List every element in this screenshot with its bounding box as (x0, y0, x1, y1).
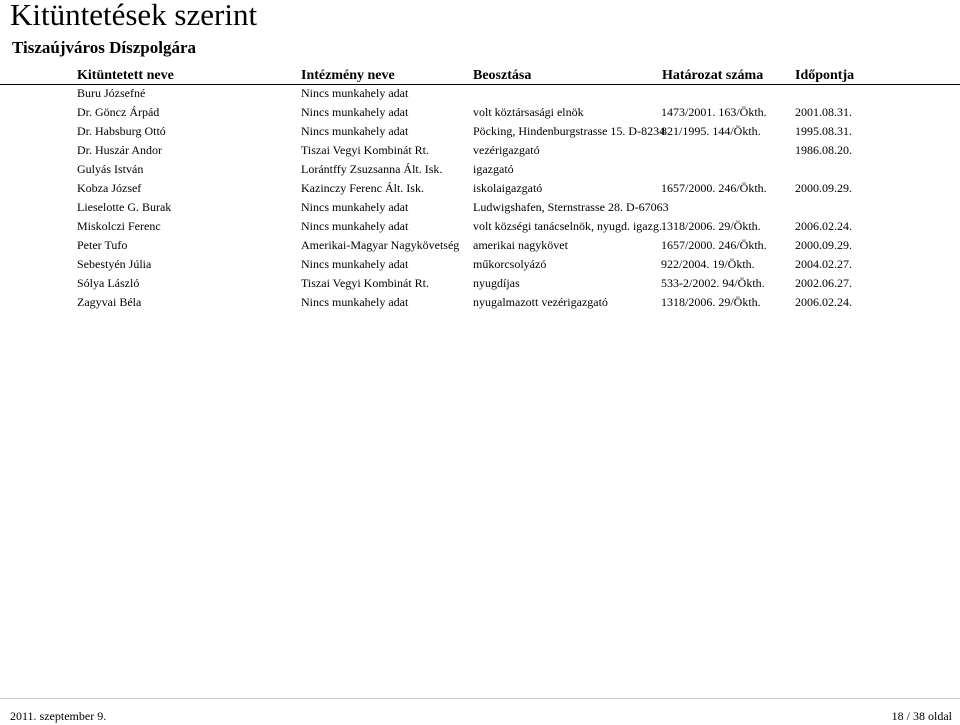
cell-position: igazgató (473, 162, 514, 176)
cell-honoree-name: Gulyás István (77, 162, 144, 176)
cell-institution-name: Nincs munkahely adat (301, 219, 409, 233)
table-header (0, 67, 960, 85)
cell-honoree-name: Lieselotte G. Burak (77, 200, 172, 214)
footer-divider (0, 698, 960, 699)
cell-position: volt köztársasági elnök (473, 105, 584, 119)
cell-institution-name: Nincs munkahely adat (301, 124, 409, 138)
cell-institution-name: Kazinczy Ferenc Ált. Isk. (301, 181, 424, 195)
cell-honoree-name: Sebestyén Júlia (77, 257, 152, 271)
header-institution-name: Intézmény neve (301, 68, 395, 83)
page-title: Kitüntetések szerint (10, 0, 258, 32)
cell-institution-name: Nincs munkahely adat (301, 105, 409, 119)
table-row (0, 274, 960, 292)
cell-position: Ludwigshafen, Sternstrasse 28. D-67063 (473, 200, 669, 214)
cell-resolution-number: 1318/2006. 29/Ökth. (661, 219, 761, 233)
cell-position: iskolaigazgató (473, 181, 543, 195)
cell-date: 1995.08.31. (795, 124, 852, 138)
table-row (0, 217, 960, 235)
cell-position: volt községi tanácselnök, nyugd. igazg. (473, 219, 662, 233)
cell-resolution-number: 1473/2001. 163/Ökth. (661, 105, 767, 119)
cell-institution-name: Nincs munkahely adat (301, 86, 409, 100)
cell-resolution-number: 821/1995. 144/Ökth. (661, 124, 761, 138)
cell-resolution-number: 922/2004. 19/Ökth. (661, 257, 755, 271)
cell-institution-name: Nincs munkahely adat (301, 257, 409, 271)
cell-resolution-number: 1657/2000. 246/Ökth. (661, 238, 767, 252)
cell-date: 2004.02.27. (795, 257, 852, 271)
cell-honoree-name: Peter Tufo (77, 238, 128, 252)
cell-honoree-name: Dr. Huszár Andor (77, 143, 162, 157)
cell-honoree-name: Dr. Göncz Árpád (77, 105, 160, 119)
cell-date: 2000.09.29. (795, 238, 852, 252)
footer-date: 2011. szeptember 9. (10, 709, 107, 723)
table-row (0, 141, 960, 159)
table-row (0, 179, 960, 197)
cell-position: vezérigazgató (473, 143, 540, 157)
cell-resolution-number: 1657/2000. 246/Ökth. (661, 181, 767, 195)
table-row (0, 122, 960, 140)
cell-honoree-name: Kobza József (77, 181, 142, 195)
cell-institution-name: Tiszai Vegyi Kombinát Rt. (301, 143, 430, 157)
cell-position: Pöcking, Hindenburgstrasse 15. D-8234 (473, 124, 666, 138)
cell-date: 2000.09.29. (795, 181, 852, 195)
cell-resolution-number: 1318/2006. 29/Ökth. (661, 295, 761, 309)
table-row (0, 293, 960, 311)
cell-date: 1986.08.20. (795, 143, 852, 157)
cell-position: amerikai nagykövet (473, 238, 568, 252)
cell-position: nyugdíjas (473, 276, 520, 290)
header-honoree-name: Kitüntetett neve (77, 68, 174, 83)
table-row (0, 160, 960, 178)
cell-institution-name: Tiszai Vegyi Kombinát Rt. (301, 276, 430, 290)
cell-honoree-name: Sólya László (77, 276, 140, 290)
cell-position: műkorcsolyázó (473, 257, 547, 271)
header-position: Beosztása (473, 68, 532, 83)
footer-page-info: 18 / 38 oldal (891, 709, 952, 723)
table-row (0, 103, 960, 121)
cell-institution-name: Nincs munkahely adat (301, 295, 409, 309)
cell-date: 2006.02.24. (795, 219, 852, 233)
table-row (0, 84, 960, 102)
header-resolution-number: Határozat száma (662, 68, 764, 83)
header-date: Időpontja (795, 68, 855, 83)
cell-institution-name: Lorántffy Zsuzsanna Ált. Isk. (301, 162, 443, 176)
cell-date: 2001.08.31. (795, 105, 852, 119)
cell-institution-name: Nincs munkahely adat (301, 200, 409, 214)
cell-date: 2006.02.24. (795, 295, 852, 309)
cell-honoree-name: Dr. Habsburg Ottó (77, 124, 166, 138)
table-row (0, 236, 960, 254)
cell-institution-name: Amerikai-Magyar Nagykövetség (301, 238, 460, 252)
cell-resolution-number: 533-2/2002. 94/Ökth. (661, 276, 765, 290)
page-subtitle: Tiszaújváros Díszpolgára (12, 38, 197, 57)
cell-honoree-name: Miskolczi Ferenc (77, 219, 161, 233)
cell-honoree-name: Buru Józsefné (77, 86, 146, 100)
table-row (0, 198, 960, 216)
cell-position: nyugalmazott vezérigazgató (473, 295, 608, 309)
table-row (0, 255, 960, 273)
cell-honoree-name: Zagyvai Béla (77, 295, 142, 309)
cell-date: 2002.06.27. (795, 276, 852, 290)
